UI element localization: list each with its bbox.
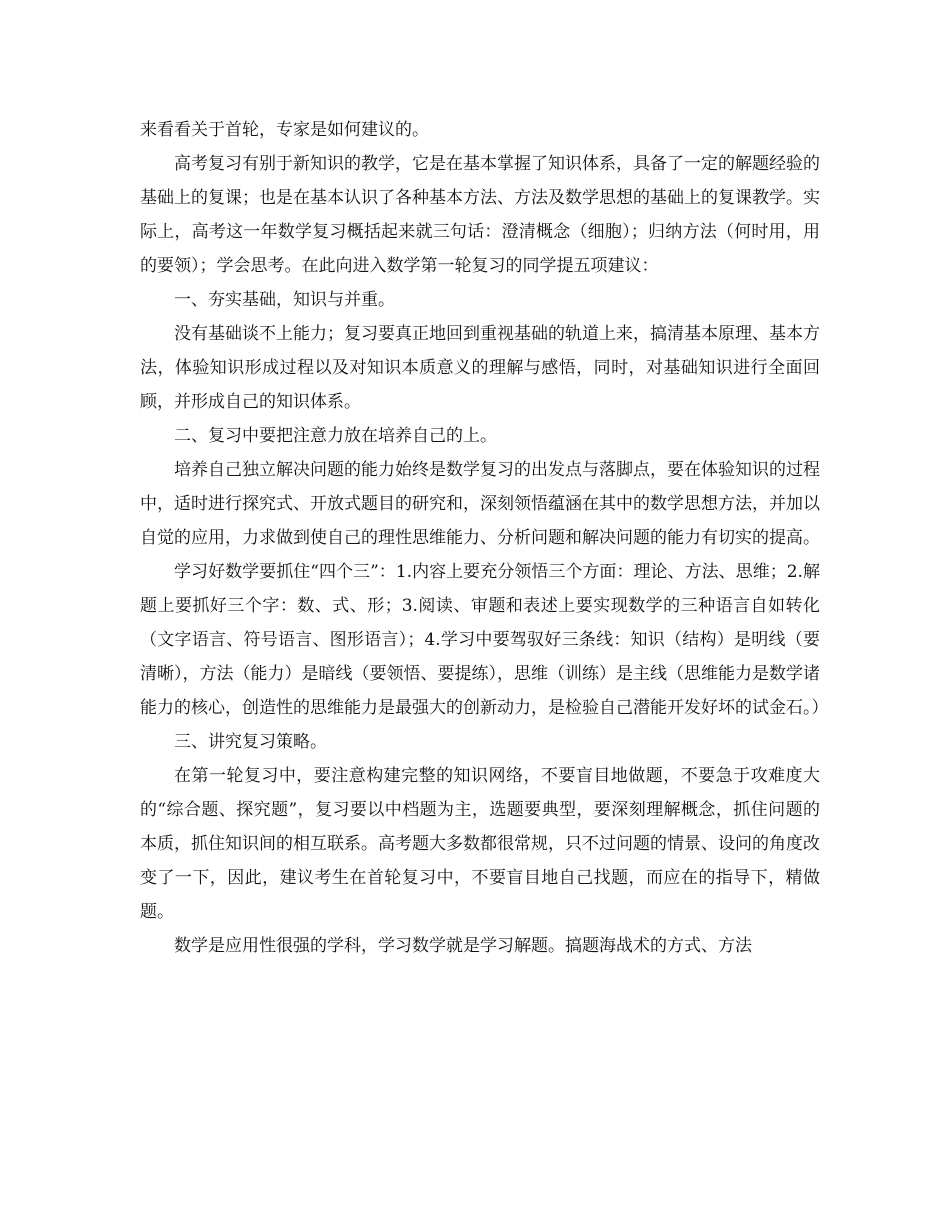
document-page xyxy=(140,113,829,963)
paragraph-strategy: 在第一轮复习中，要注意构建完整的知识网络，不要盲目地做题，不要急于攻难度大的“综合题、探究题”，复习要以中档题为主，选题要典型，要深刻理解概念，抓住问题的本质，抓住知识间的相互联系。高考题大多数都很常规，只不过问题的情景、设问的角度改变了一下，因此，建议考生在首轮复习中，不要盲目地自己找题，而应在的指导下，精做题。 xyxy=(140,766,820,922)
paragraph-application: 数学是应用性很强的学科，学习数学就是学习解题。搞题海战术的方式、方法 xyxy=(174,936,752,956)
paragraph-overview: 高考复习有别于新知识的教学，它是在基本掌握了知识体系，具备了一定的解题经验的基础上的复课；也是在基本认识了各种基本方法、方法及数学思想的基础上的复课教学。实际上，高考这一年数学复习概括起来就三句话：澄清概念（细胞）；归纳方法（何时用，用的要领）；学会思考。在此向进入数学第一轮复习的同学提五项建议： xyxy=(140,154,820,276)
paragraph-four-threes: 学习好数学要抓住“四个三”：1.内容上要充分领悟三个方面：理论、方法、思维；2.解题上要抓好三个字：数、式、形；3.阅读、审题和表述上要实现数学的三种语言自如转化（文字语言、符号语言、图形语言）；4.学习中要驾驭好三条线：知识（结构）是明线（要清晰），方法（能力）是暗线（要领悟、要提练），思维（训练）是主线（思维能力是数学诸能力的核心，创造性的思维能力是最强大的创新动力，是检验自己潜能开发好坏的试金石。） xyxy=(140,562,829,718)
section-heading-2: 二、复习中要把注意力放在培养自己的上。 xyxy=(174,426,497,446)
section-heading-3: 三、讲究复习策略。 xyxy=(174,732,327,752)
section-heading-1: 一、夯实基础，知识与并重。 xyxy=(174,290,395,310)
paragraph-basics: 没有基础谈不上能力；复习要真正地回到重视基础的轨道上来，搞清基本原理、基本方法，体验知识形成过程以及对知识本质意义的理解与感悟，同时，对基础知识进行全面回顾，并形成自己的知识体系。 xyxy=(140,324,820,412)
paragraph-ability: 培养自己独立解决问题的能力始终是数学复习的出发点与落脚点，要在体验知识的过程中，适时进行探究式、开放式题目的研究和，深刻领悟蕴涵在其中的数学思想方法，并加以自觉的应用，力求做到使自己的理性思维能力、分析问题和解决问题的能力有切实的提高。 xyxy=(140,460,820,548)
paragraph-intro: 来看看关于首轮，专家是如何建议的。 xyxy=(140,120,429,140)
